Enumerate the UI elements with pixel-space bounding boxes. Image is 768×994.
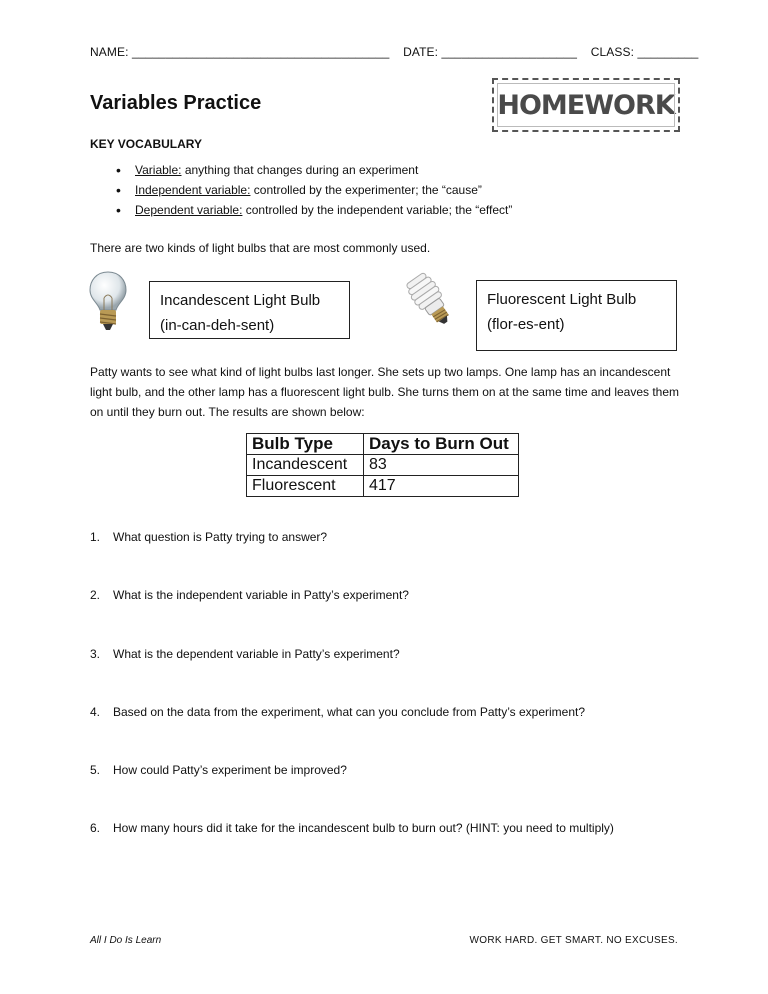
- question-4: [90, 705, 585, 719]
- question-number: 1.: [90, 530, 101, 544]
- question-1: [90, 530, 327, 544]
- table-cell: Fluorescent: [247, 476, 364, 497]
- question-text: Based on the data from the experiment, what can you conclude from Patty’s experiment?: [113, 705, 586, 719]
- question-number: 2.: [90, 588, 101, 602]
- question-text: What question is Patty trying to answer?: [113, 530, 328, 544]
- table-cell: Incandescent: [247, 455, 364, 476]
- table-row: [247, 455, 519, 476]
- experiment-paragraph: Patty wants to see what kind of light bulbs last longer. She sets up two lamps. One lamp has an incandescent light bulb, and the other lamp has a fluorescent light bulb. She turns them on at the same time and leaves them on until they burn out. The results are shown below:: [90, 365, 680, 419]
- intro-text: There are two kinds of light bulbs that are most commonly used.: [90, 241, 431, 255]
- stamp-text: HOMEWORK: [497, 89, 675, 121]
- incandescent-bulb-icon: [88, 270, 128, 332]
- vocab-term: Independent variable:: [135, 183, 251, 197]
- question-text: How could Patty’s experiment be improved?: [113, 763, 347, 777]
- vocab-definition: anything that changes during an experiment: [181, 163, 419, 177]
- vocab-definition: controlled by the independent variable; the “effect”: [242, 203, 513, 217]
- incandescent-name: Incandescent Light Bulb: [160, 292, 321, 309]
- question-6: [90, 821, 614, 835]
- incandescent-pronunciation: (in-can-deh-sent): [160, 317, 275, 334]
- class-label: CLASS:: [590, 45, 635, 59]
- footer-left: All I Do Is Learn: [90, 935, 162, 946]
- column-header-bulb-type: Bulb Type: [247, 434, 364, 455]
- class-blank[interactable]: _________: [637, 45, 699, 59]
- question-5: [90, 763, 347, 777]
- student-info-line: [90, 45, 698, 59]
- table-header-row: [247, 434, 519, 455]
- fluorescent-bulb-icon: [398, 272, 462, 332]
- question-number: 5.: [90, 763, 101, 777]
- fluorescent-name: Fluorescent Light Bulb: [487, 291, 637, 308]
- question-number: 3.: [90, 647, 101, 661]
- page-title: Variables Practice: [90, 92, 262, 114]
- vocab-term: Variable:: [135, 163, 182, 177]
- homework-stamp: [492, 78, 680, 132]
- name-blank[interactable]: ______________________________________: [131, 45, 390, 59]
- results-table: [246, 433, 519, 497]
- vocab-definition: controlled by the experimenter; the “cause”: [250, 183, 482, 197]
- table-row: [247, 476, 519, 497]
- table-cell: 417: [364, 476, 519, 497]
- vocab-heading: KEY VOCABULARY: [90, 137, 203, 151]
- stamp-border: [497, 83, 675, 127]
- date-blank[interactable]: ____________________: [441, 45, 577, 59]
- question-3: [90, 647, 400, 661]
- vocab-term: Dependent variable:: [135, 203, 243, 217]
- question-text: How many hours did it take for the incandescent bulb to burn out? (HINT: you need to multiply): [113, 821, 614, 835]
- question-text: What is the independent variable in Patty’s experiment?: [113, 588, 409, 602]
- date-label: DATE:: [403, 45, 439, 59]
- fluorescent-pronunciation: (flor-es-ent): [487, 316, 565, 333]
- question-number: 6.: [90, 821, 101, 835]
- vocab-list: [112, 160, 512, 220]
- footer-right: WORK HARD. GET SMART. NO EXCUSES.: [469, 935, 678, 946]
- column-header-days: Days to Burn Out: [364, 434, 519, 455]
- name-label: NAME:: [90, 45, 129, 59]
- vocab-item: [112, 180, 512, 200]
- vocab-item: [112, 200, 512, 220]
- question-number: 4.: [90, 705, 101, 719]
- question-text: What is the dependent variable in Patty’s experiment?: [113, 647, 400, 661]
- table-cell: 83: [364, 455, 519, 476]
- incandescent-label-box: [149, 281, 350, 339]
- question-2: [90, 588, 409, 602]
- fluorescent-label-box: [476, 280, 677, 351]
- vocab-item: [112, 160, 512, 180]
